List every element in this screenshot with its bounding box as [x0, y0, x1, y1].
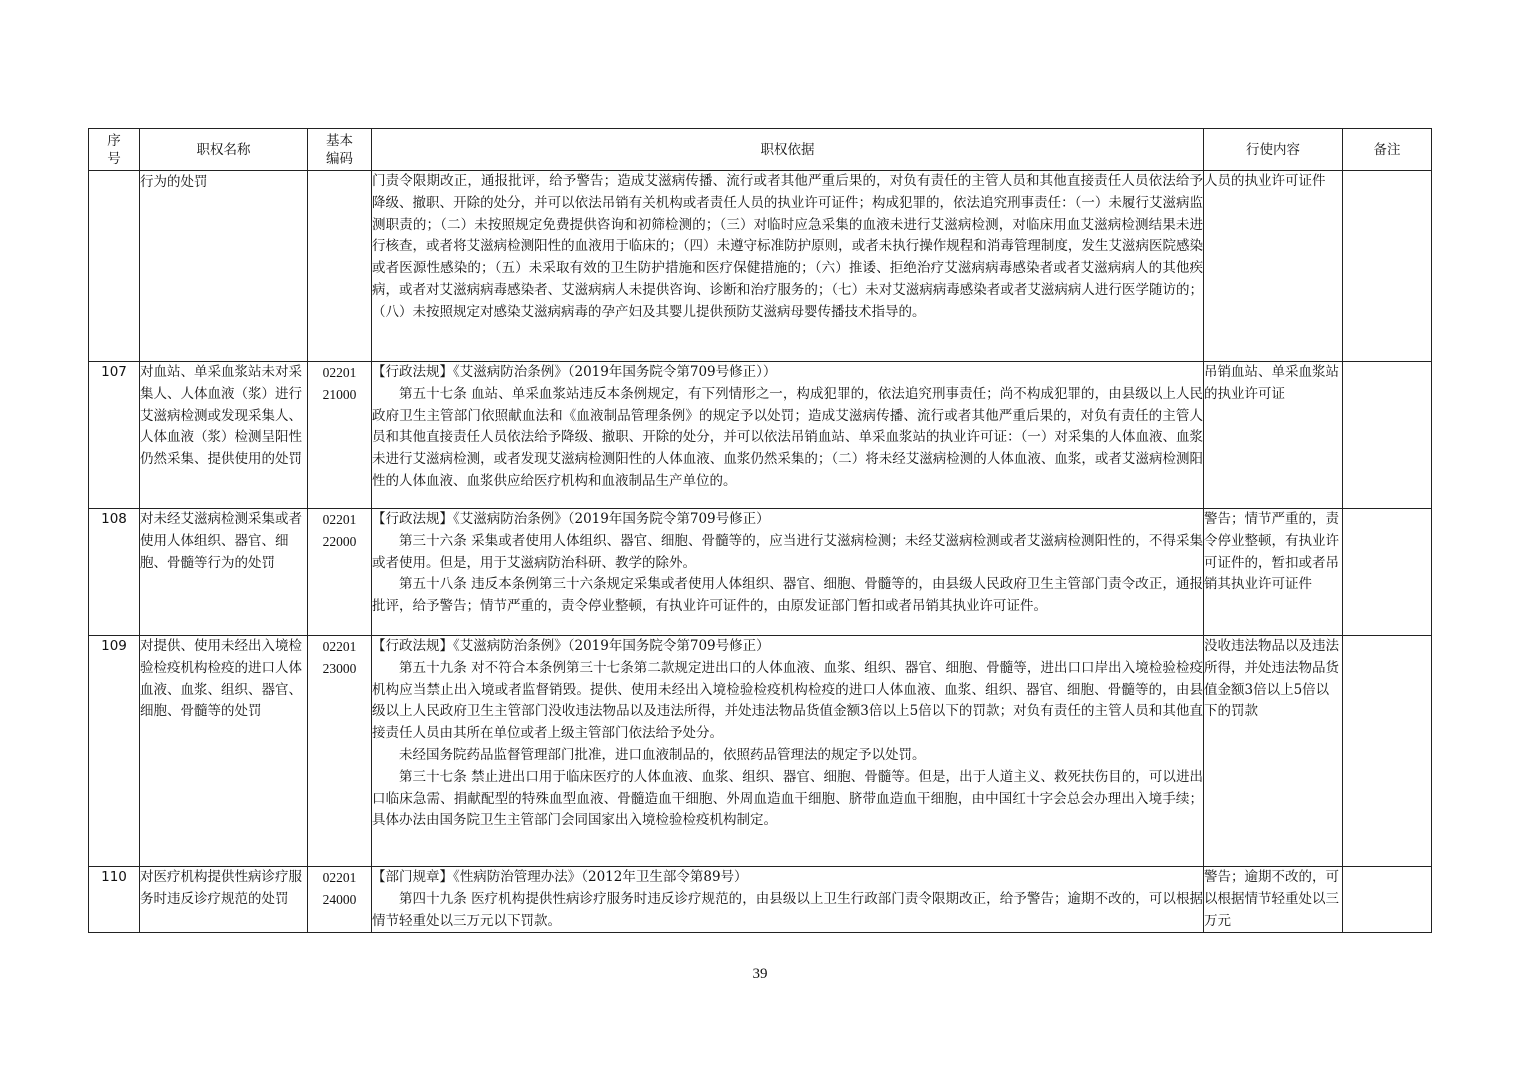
row-code: 0220124000: [308, 867, 372, 933]
row-basis: [372, 867, 1204, 933]
row-note: [1343, 867, 1432, 933]
table-row: [89, 171, 1432, 362]
row-content: 警告；逾期不改的，可以根据情节轻重处以三万元: [1204, 867, 1343, 933]
row-basis: [372, 509, 1204, 636]
header-code: 基本编码: [308, 129, 372, 171]
row-no: 107: [89, 362, 140, 509]
header-basis: 职权依据: [372, 129, 1204, 171]
table-row: [89, 636, 1432, 867]
basis-paragraph: 第三十七条 禁止进出口用于临床医疗的人体血液、血浆、组织、器官、细胞、骨髓等。但是，出于人道主义、救死扶伤目的，可以进出口临床急需、捐献配型的特殊血型血液、骨髓造血干细胞、外周血造血干细胞、脐带血造血干细胞，由中国红十字会总会办理出入境手续；具体办法由国务院卫生主管部门会同国家出入境检验检疫机构制定。: [372, 768, 1203, 829]
basis-source: 【行政法规】《艾滋病防治条例》（2019年国务院令第709号修正）: [372, 638, 770, 654]
row-name: 对医疗机构提供性病诊疗服务时违反诊疗规范的处罚: [140, 867, 308, 933]
row-no: 110: [89, 867, 140, 933]
row-name: 行为的处罚: [140, 171, 308, 362]
header-row: [89, 129, 1432, 171]
header-no: 序号: [89, 129, 140, 171]
header-name: 职权名称: [140, 129, 308, 171]
row-code: 0220122000: [308, 509, 372, 636]
powers-table: [88, 128, 1432, 933]
row-note: [1343, 362, 1432, 509]
row-content: 警告；情节严重的，责令停业整顿，有执业许可证件的，暂扣或者吊销其执业许可证件: [1204, 509, 1343, 636]
basis-paragraph: 第三十六条 采集或者使用人体组织、器官、细胞、骨髓等的，应当进行艾滋病检测；未经艾滋病检测或者艾滋病检测阳性的，不得采集或者使用。但是，用于艾滋病防治科研、教学的除外。: [372, 532, 1203, 571]
row-no: 108: [89, 509, 140, 636]
basis-paragraph: 第五十八条 违反本条例第三十六条规定采集或者使用人体组织、器官、细胞、骨髓等的，由县级人民政府卫生主管部门责令改正，通报批评，给予警告；情节严重的，责令停业整顿，有执业许可证件的，由原发证部门暂扣或者吊销其执业许可证件。: [372, 576, 1203, 615]
row-name: 对提供、使用未经出入境检验检疫机构检疫的进口人体血液、血浆、组织、器官、细胞、骨髓等的处罚: [140, 636, 308, 867]
row-content: 人员的执业许可证件: [1204, 171, 1343, 362]
row-content: 没收违法物品以及违法所得，并处违法物品货值金额3倍以上5倍以下的罚款: [1204, 636, 1343, 867]
row-name: 对未经艾滋病检测采集或者使用人体组织、器官、细胞、骨髓等行为的处罚: [140, 509, 308, 636]
page-number: 39: [752, 966, 768, 982]
header-note: 备注: [1343, 129, 1432, 171]
basis-source: 【行政法规】《艾滋病防治条例》（2019年国务院令第709号修正）: [372, 511, 770, 527]
basis-source: 【行政法规】《艾滋病防治条例》（2019年国务院令第709号修正））: [372, 364, 777, 380]
table-row: [89, 867, 1432, 933]
basis-paragraph: 门责令限期改正，通报批评，给予警告；造成艾滋病传播、流行或者其他严重后果的，对负有责任的主管人员和其他直接责任人员依法给予降级、撤职、开除的处分，并可以依法吊销有关机构或者责任人员的执业许可证件；构成犯罪的，依法追究刑事责任：（一）未履行艾滋病监测职责的；（二）未按照规定免费提供咨询和初筛检测的；（三）对临时应急采集的血液未进行艾滋病检测，对临床用血艾滋病检测结果未进行核查，或者将艾滋病检测阳性的血液用于临床的；（四）未遵守标准防护原则，或者未执行操作规程和消毒管理制度，发生艾滋病医院感染或者医源性感染的；（五）未采取有效的卫生防护措施和医疗保健措施的；（六）推诿、拒绝治疗艾滋病病毒感染者或者艾滋病病人的其他疾病，或者对艾滋病病毒感染者、艾滋病病人未提供咨询、诊断和治疗服务的；（七）未对艾滋病病毒感染者或者艾滋病病人进行医学随访的；（八）未按照规定对感染艾滋病病毒的孕产妇及其婴儿提供预防艾滋病母婴传播技术指导的。: [372, 173, 1203, 320]
row-basis: [372, 171, 1204, 362]
row-note: [1343, 509, 1432, 636]
basis-paragraph: 未经国务院药品监督管理部门批准，进口血液制品的，依照药品管理法的规定予以处罚。: [399, 746, 926, 763]
row-note: [1343, 171, 1432, 362]
row-name: 对血站、单采血浆站未对采集人、人体血液（浆）进行艾滋病检测或发现采集人、人体血液（浆）检测呈阳性仍然采集、提供使用的处罚: [140, 362, 308, 509]
basis-source: 【部门规章】《性病防治管理办法》（2012年卫生部令第89号）: [372, 869, 748, 885]
row-no: 109: [89, 636, 140, 867]
basis-paragraph: 第五十七条 血站、单采血浆站违反本条例规定，有下列情形之一，构成犯罪的，依法追究刑事责任；尚不构成犯罪的，由县级以上人民政府卫生主管部门依照献血法和《血液制品管理条例》的规定予以处罚；造成艾滋病传播、流行或者其他严重后果的，对负有责任的主管人员和其他直接责任人员依法给予降级、撤职、开除的处分，并可以依法吊销血站、单采血浆站的执业许可证：（一）对采集的人体血液、血浆未进行艾滋病检测，或者发现艾滋病检测阳性的人体血液、血浆仍然采集的；（二）将未经艾滋病检测的人体血液、血浆，或者艾滋病检测阳性的人体血液、血浆供应给医疗机构和血液制品生产单位的。: [372, 385, 1203, 489]
row-content: 吊销血站、单采血浆站的执业许可证: [1204, 362, 1343, 509]
row-code: 0220121000: [308, 362, 372, 509]
row-basis: [372, 362, 1204, 509]
table-row: [89, 509, 1432, 636]
row-code: [308, 171, 372, 362]
basis-paragraph: 第四十九条 医疗机构提供性病诊疗服务时违反诊疗规范的，由县级以上卫生行政部门责令限期改正，给予警告；逾期不改的，可以根据情节轻重处以三万元以下罚款。: [372, 890, 1203, 929]
table-row: [89, 362, 1432, 509]
basis-paragraph: 第五十九条 对不符合本条例第三十七条第二款规定进出口的人体血液、血浆、组织、器官、细胞、骨髓等，进出口口岸出入境检验检疫机构应当禁止出入境或者监督销毁。提供、使用未经出入境检验检疫机构检疫的进口人体血液、血浆、组织、器官、细胞、骨髓等的，由县级以上人民政府卫生主管部门没收违法物品以及违法所得，并处违法物品货值金额3倍以上5倍以下的罚款；对负有责任的主管人员和其他直接责任人员由其所在单位或者上级主管部门依法给予处分。: [372, 659, 1203, 742]
row-note: [1343, 636, 1432, 867]
row-basis: [372, 636, 1204, 867]
row-no: [89, 171, 140, 362]
row-code: 0220123000: [308, 636, 372, 867]
header-content: 行使内容: [1204, 129, 1343, 171]
